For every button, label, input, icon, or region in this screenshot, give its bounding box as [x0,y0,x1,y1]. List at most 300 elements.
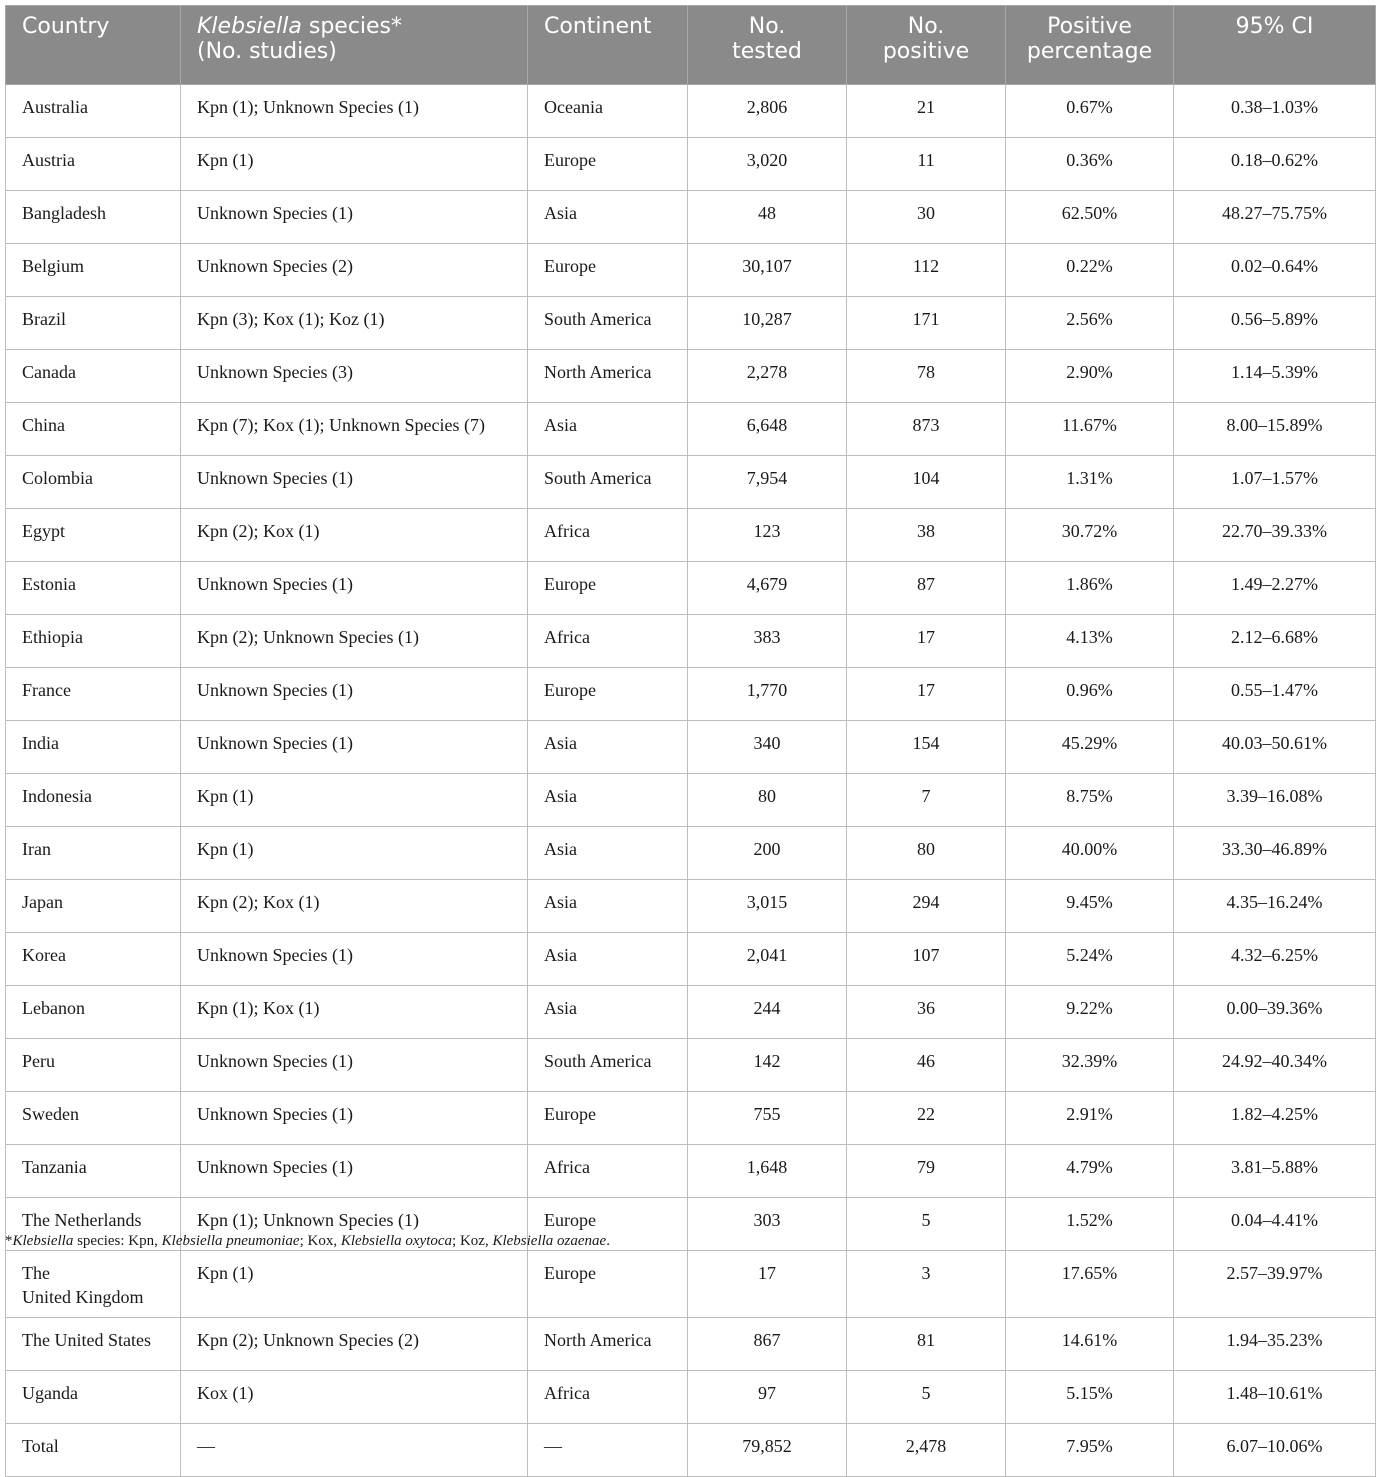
cell-ci [1174,562,1376,615]
cell-country [6,85,181,138]
header-continent-label: Continent [544,14,652,39]
cell-country-text: India [22,733,59,753]
cell-ci-text: 0.02–0.64% [1231,256,1318,276]
cell-tested-text: 4,679 [746,574,788,594]
cell-country-text: Iran [22,839,51,859]
cell-positive [847,1092,1006,1145]
cell-species [181,456,528,509]
cell-tested-text: 2,806 [746,97,788,117]
cell-tested-text: 3,015 [746,892,788,912]
cell-tested-text: 3,020 [746,150,788,170]
cell-continent-text: Africa [544,521,590,541]
cell-continent-text: Asia [544,839,577,859]
cell-continent [528,880,688,933]
cell-positive-text: 2,478 [905,1436,947,1456]
cell-tested-text: 755 [753,1104,781,1124]
cell-ci-text: 3.81–5.88% [1231,1157,1318,1177]
cell-positive-text: 21 [917,97,935,117]
cell-ci-text: 0.18–0.62% [1231,150,1318,170]
cell-ci-text: 0.38–1.03% [1231,97,1318,117]
cell-continent-text: — [544,1436,562,1456]
cell-continent [528,721,688,774]
cell-country [6,1371,181,1424]
cell-country-text: Indonesia [22,786,92,806]
header-percentage-line1: Positive [1047,14,1132,39]
cell-positive [847,403,1006,456]
cell-tested [688,297,847,350]
cell-positive-text: 79 [917,1157,935,1177]
cell-tested-text: 7,954 [746,468,788,488]
cell-tested [688,1371,847,1424]
table-row [6,1371,1376,1424]
cell-country [6,456,181,509]
cell-ci [1174,827,1376,880]
cell-continent [528,933,688,986]
cell-country-text-line2: United Kingdom [22,1287,144,1307]
cell-positive-text: 873 [912,415,940,435]
cell-percentage-text: 5.24% [1066,945,1113,965]
cell-continent [528,403,688,456]
cell-percentage-text: 62.50% [1061,203,1118,223]
cell-country [6,933,181,986]
cell-species [181,986,528,1039]
cell-ci-text: 4.35–16.24% [1226,892,1323,912]
cell-positive [847,827,1006,880]
cell-species [181,1145,528,1198]
cell-species [181,1251,528,1318]
cell-tested [688,1198,847,1251]
header-species-suffix: species* [301,14,403,39]
cell-tested-text: 1,648 [746,1157,788,1177]
cell-percentage [1006,668,1174,721]
cell-tested-text: 2,041 [746,945,788,965]
cell-positive-text: 46 [917,1051,935,1071]
footnote-text-3: ; Koz, [452,1233,493,1249]
table-row [6,191,1376,244]
table-row [6,1251,1376,1318]
cell-ci-text: 0.55–1.47% [1231,680,1318,700]
table-row [6,297,1376,350]
header-tested-line2: tested [732,39,802,64]
cell-species-text: Unknown Species (1) [197,733,353,753]
cell-ci [1174,615,1376,668]
cell-country-text: Sweden [22,1104,79,1124]
cell-ci [1174,1371,1376,1424]
cell-species [181,1039,528,1092]
cell-percentage-text: 2.56% [1066,309,1113,329]
table-body [6,85,1376,1477]
cell-species [181,244,528,297]
cell-positive [847,1145,1006,1198]
cell-percentage-text: 14.61% [1061,1330,1118,1350]
cell-continent [528,774,688,827]
cell-tested-text: 1,770 [746,680,788,700]
cell-percentage-text: 11.67% [1062,415,1117,435]
cell-tested [688,827,847,880]
cell-continent [528,986,688,1039]
cell-percentage [1006,509,1174,562]
cell-tested-text: 123 [753,521,781,541]
cell-continent-text: Europe [544,680,596,700]
cell-continent-text: Asia [544,892,577,912]
cell-continent [528,244,688,297]
cell-ci-text: 1.94–35.23% [1226,1330,1323,1350]
cell-tested [688,509,847,562]
cell-percentage [1006,986,1174,1039]
cell-country [6,1251,181,1318]
cell-ci [1174,138,1376,191]
cell-ci-text: 24.92–40.34% [1222,1051,1327,1071]
cell-country-text: France [22,680,71,700]
cell-percentage [1006,1424,1174,1477]
cell-tested-text: 6,648 [746,415,788,435]
cell-positive-text: 36 [917,998,935,1018]
cell-country-text: The Netherlands [22,1210,142,1230]
cell-percentage [1006,403,1174,456]
cell-species [181,1318,528,1371]
cell-country-text: The [22,1263,50,1283]
cell-tested [688,880,847,933]
cell-country [6,1318,181,1371]
table-row [6,138,1376,191]
cell-tested [688,1424,847,1477]
cell-ci-text: 48.27–75.75% [1222,203,1327,223]
cell-ci-text: 4.32–6.25% [1231,945,1318,965]
cell-species-text: Kpn (1) [197,786,254,806]
cell-species-text: Unknown Species (1) [197,574,353,594]
cell-percentage [1006,350,1174,403]
table-row [6,774,1376,827]
cell-country [6,191,181,244]
cell-positive [847,668,1006,721]
cell-positive [847,1318,1006,1371]
cell-tested-text: 30,107 [742,256,792,276]
cell-ci [1174,191,1376,244]
cell-positive-text: 7 [921,786,931,806]
cell-ci-text: 1.49–2.27% [1231,574,1318,594]
table-row [6,1145,1376,1198]
cell-percentage [1006,191,1174,244]
cell-positive-text: 17 [917,680,935,700]
cell-ci [1174,880,1376,933]
table-row [6,721,1376,774]
table-row [6,403,1376,456]
cell-country-text: Australia [22,97,88,117]
cell-positive [847,1424,1006,1477]
cell-ci-text: 0.04–4.41% [1231,1210,1318,1230]
cell-country-text: Total [22,1436,59,1456]
cell-ci [1174,297,1376,350]
cell-species-text: Kpn (2); Kox (1) [197,892,320,912]
cell-species-text: Kpn (7); Kox (1); Unknown Species (7) [197,415,485,435]
cell-species [181,774,528,827]
cell-percentage-text: 1.52% [1066,1210,1113,1230]
cell-continent [528,297,688,350]
cell-ci [1174,1198,1376,1251]
cell-species-text: Kpn (3); Kox (1); Koz (1) [197,309,385,329]
cell-positive [847,1198,1006,1251]
cell-continent [528,1251,688,1318]
cell-positive-text: 17 [917,627,935,647]
cell-ci [1174,986,1376,1039]
cell-percentage-text: 0.67% [1066,97,1113,117]
cell-positive-text: 154 [912,733,940,753]
cell-continent-text: Asia [544,945,577,965]
table-header [6,6,1376,85]
cell-tested [688,774,847,827]
cell-percentage-text: 9.22% [1066,998,1113,1018]
cell-ci-text: 33.30–46.89% [1222,839,1327,859]
cell-positive [847,244,1006,297]
cell-percentage [1006,138,1174,191]
cell-ci [1174,350,1376,403]
cell-species-text: Unknown Species (1) [197,945,353,965]
cell-continent [528,1424,688,1477]
cell-species [181,1371,528,1424]
cell-positive-text: 30 [917,203,935,223]
cell-species-text: Unknown Species (1) [197,1051,353,1071]
cell-country [6,615,181,668]
cell-percentage-text: 1.86% [1066,574,1113,594]
footnote-koz-name: Klebsiella ozaenae [492,1233,607,1249]
cell-continent [528,1145,688,1198]
cell-percentage [1006,615,1174,668]
cell-tested-text: 48 [758,203,776,223]
table-row [6,244,1376,297]
cell-continent-text: South America [544,468,652,488]
table-row [6,615,1376,668]
cell-country [6,827,181,880]
footnote-text-1: species: Kpn, [73,1233,162,1249]
cell-species [181,85,528,138]
cell-species [181,1424,528,1477]
cell-country-text: Estonia [22,574,76,594]
cell-percentage [1006,85,1174,138]
cell-tested-text: 244 [753,998,781,1018]
cell-percentage-text: 2.91% [1066,1104,1113,1124]
cell-species [181,721,528,774]
cell-percentage-text: 4.79% [1066,1157,1113,1177]
cell-positive-text: 5 [921,1210,931,1230]
cell-species [181,191,528,244]
cell-ci [1174,1145,1376,1198]
cell-positive [847,138,1006,191]
cell-continent [528,350,688,403]
cell-ci-text: 40.03–50.61% [1222,733,1327,753]
cell-tested-text: 17 [758,1263,776,1283]
cell-percentage-text: 4.13% [1066,627,1113,647]
cell-species [181,1092,528,1145]
cell-country-text: Peru [22,1051,55,1071]
cell-tested-text: 142 [753,1051,781,1071]
cell-country [6,244,181,297]
cell-continent [528,1318,688,1371]
cell-percentage-text: 40.00% [1061,839,1118,859]
cell-percentage-text: 32.39% [1061,1051,1118,1071]
cell-continent-text: Asia [544,203,577,223]
cell-positive [847,562,1006,615]
header-positive-line1: No. [907,14,945,39]
cell-positive [847,933,1006,986]
cell-ci [1174,1039,1376,1092]
data-table [5,5,1376,1477]
cell-country-text: Colombia [22,468,93,488]
cell-percentage [1006,1251,1174,1318]
cell-percentage [1006,880,1174,933]
cell-ci-text: 1.07–1.57% [1231,468,1318,488]
cell-continent-text: North America [544,1330,652,1350]
header-ci [1174,6,1376,85]
cell-percentage-text: 0.96% [1066,680,1113,700]
cell-continent [528,562,688,615]
cell-ci [1174,85,1376,138]
table-container [5,5,1375,1477]
cell-country-text: Japan [22,892,63,912]
cell-positive-text: 5 [921,1383,931,1403]
cell-continent-text: Europe [544,256,596,276]
cell-percentage [1006,1198,1174,1251]
cell-tested [688,1039,847,1092]
cell-species-text: Unknown Species (1) [197,468,353,488]
cell-positive-text: 11 [917,150,935,170]
cell-ci [1174,509,1376,562]
cell-positive [847,615,1006,668]
cell-continent-text: Asia [544,998,577,1018]
footnote-text-4: . [606,1233,610,1249]
cell-continent-text: Africa [544,1157,590,1177]
cell-continent-text: Europe [544,574,596,594]
cell-continent-text: Africa [544,627,590,647]
cell-continent-text: Asia [544,786,577,806]
header-percentage [1006,6,1174,85]
cell-continent [528,138,688,191]
cell-country [6,138,181,191]
cell-percentage [1006,1039,1174,1092]
cell-species [181,562,528,615]
cell-ci [1174,403,1376,456]
header-species-studies: (No. studies) [197,39,337,64]
cell-continent [528,456,688,509]
cell-ci-text: 0.56–5.89% [1231,309,1318,329]
cell-ci [1174,774,1376,827]
cell-species [181,933,528,986]
cell-country [6,350,181,403]
cell-ci-text: 0.00–39.36% [1226,998,1323,1018]
header-percentage-line2: percentage [1026,39,1153,64]
cell-species [181,138,528,191]
cell-country [6,403,181,456]
cell-positive-text: 78 [917,362,935,382]
cell-species [181,403,528,456]
cell-tested-text: 80 [758,786,776,806]
cell-species-text: Unknown Species (1) [197,203,353,223]
cell-positive-text: 38 [917,521,935,541]
cell-ci-text: 1.14–5.39% [1231,362,1318,382]
cell-species-text: Kox (1) [197,1383,254,1403]
cell-country-text: Lebanon [22,998,85,1018]
cell-positive [847,509,1006,562]
cell-species-text: Kpn (1) [197,839,254,859]
cell-positive [847,986,1006,1039]
cell-percentage-text: 30.72% [1061,521,1118,541]
cell-percentage-text: 9.45% [1066,892,1113,912]
cell-percentage [1006,297,1174,350]
cell-ci [1174,1424,1376,1477]
cell-species-text: Kpn (1); Unknown Species (1) [197,97,419,117]
cell-species-text: Kpn (2); Unknown Species (1) [197,627,419,647]
header-species [181,6,528,85]
cell-species-text: Kpn (1) [197,150,254,170]
cell-positive-text: 107 [912,945,940,965]
cell-tested [688,615,847,668]
cell-tested [688,986,847,1039]
cell-species-text: Unknown Species (2) [197,256,353,276]
cell-tested-text: 867 [753,1330,781,1350]
cell-ci [1174,721,1376,774]
cell-tested-text: 79,852 [742,1436,792,1456]
cell-country [6,562,181,615]
footnote-genus: Klebsiella [12,1233,74,1249]
cell-continent [528,191,688,244]
cell-species-text: Kpn (2); Kox (1) [197,521,320,541]
header-country [6,6,181,85]
cell-tested-text: 303 [753,1210,781,1230]
cell-continent-text: Oceania [544,97,603,117]
cell-tested [688,1092,847,1145]
cell-percentage [1006,1371,1174,1424]
cell-country-text: Canada [22,362,76,382]
cell-ci-text: 6.07–10.06% [1226,1436,1323,1456]
cell-species-text: Unknown Species (1) [197,680,353,700]
footnote-kpn-name: Klebsiella pneumoniae [161,1233,300,1249]
cell-continent-text: Europe [544,1263,596,1283]
cell-percentage [1006,244,1174,297]
cell-tested-text: 200 [753,839,781,859]
cell-country-text: Ethiopia [22,627,83,647]
cell-ci-text: 1.82–4.25% [1231,1104,1318,1124]
footnote-text-2: ; Kox, [299,1233,341,1249]
footnote-kox-name: Klebsiella oxytoca [340,1233,453,1249]
cell-tested [688,191,847,244]
cell-tested [688,244,847,297]
cell-species [181,668,528,721]
cell-country-text: Tanzania [22,1157,87,1177]
cell-species [181,880,528,933]
cell-percentage [1006,456,1174,509]
cell-ci [1174,1251,1376,1318]
cell-tested [688,1145,847,1198]
cell-percentage-text: 0.36% [1066,150,1113,170]
cell-continent [528,1371,688,1424]
cell-species [181,350,528,403]
header-continent [528,6,688,85]
cell-species [181,297,528,350]
cell-tested-text: 383 [753,627,781,647]
cell-percentage-text: 5.15% [1066,1383,1113,1403]
table-row [6,85,1376,138]
cell-ci [1174,668,1376,721]
cell-ci-text: 2.57–39.97% [1226,1263,1323,1283]
cell-percentage [1006,774,1174,827]
cell-ci [1174,1318,1376,1371]
cell-country [6,1424,181,1477]
header-positive [847,6,1006,85]
header-country-label: Country [22,14,110,39]
cell-percentage-text: 17.65% [1061,1263,1118,1283]
cell-country-text: Bangladesh [22,203,106,223]
cell-positive [847,297,1006,350]
header-ci-label: 95% CI [1235,14,1314,39]
